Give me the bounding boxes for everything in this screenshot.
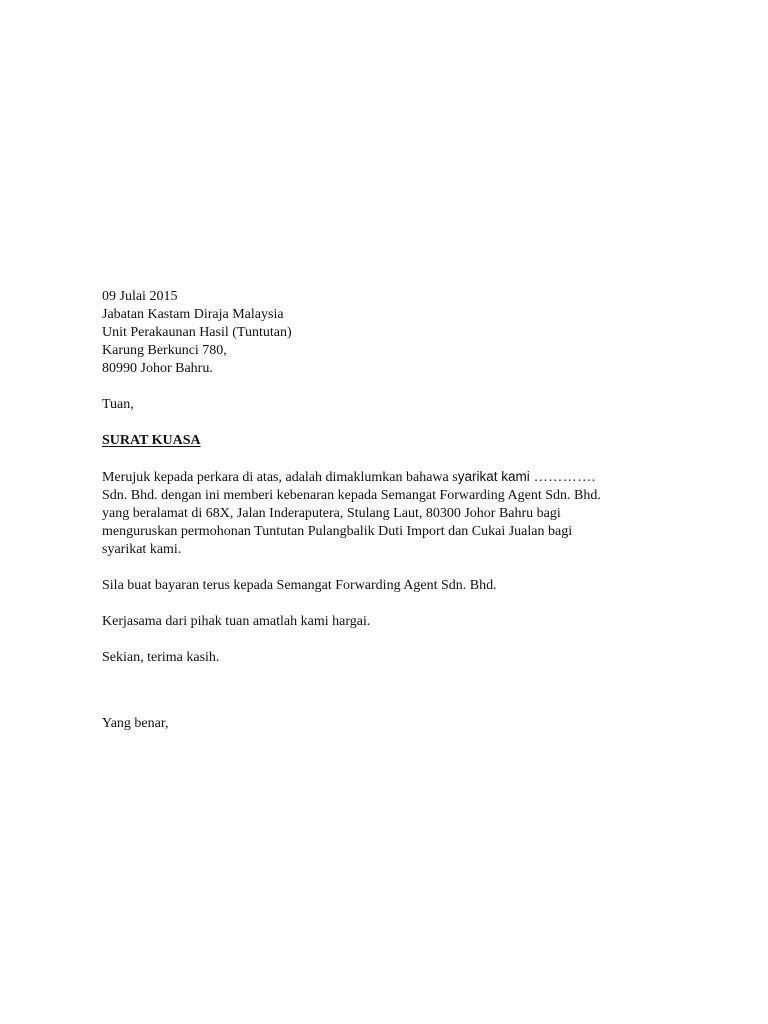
salutation: Tuan, <box>102 397 134 412</box>
paragraph-1-company-phrase: yarikat kami <box>457 469 530 484</box>
spacer <box>102 559 662 577</box>
paragraph-1-line-3: yang beralamat di 68X, Jalan Inderaputera, Stulang Laut, 80300 Johor Bahru bagi <box>102 506 561 521</box>
paragraph-1-line-5: syarikat kami. <box>102 542 182 557</box>
recipient-line-2: Unit Perakaunan Hasil (Tuntutan) <box>102 325 292 340</box>
spacer <box>102 595 662 613</box>
recipient-line-1: Jabatan Kastam Diraja Malaysia <box>102 307 284 322</box>
paragraph-3: Kerjasama dari pihak tuan amatlah kami hargai. <box>102 614 371 629</box>
paragraph-2: Sila buat bayaran terus kepada Semangat Forwarding Agent Sdn. Bhd. <box>102 578 497 593</box>
spacer <box>102 450 662 468</box>
paragraph-1-placeholder-dots: …………. <box>529 470 596 485</box>
paragraph-1-line-2: Sdn. Bhd. dengan ini memberi kebenaran kepada Semangat Forwarding Agent Sdn. Bhd. <box>102 488 601 503</box>
letter-body <box>102 288 662 733</box>
recipient-line-3: Karung Berkunci 780, <box>102 343 227 358</box>
spacer <box>102 414 662 432</box>
spacer <box>102 378 662 396</box>
signoff-line: Yang benar, <box>102 716 169 731</box>
paragraph-1-line-1 <box>102 468 662 487</box>
recipient-line-4: 80990 Johor Bahru. <box>102 361 213 376</box>
letter-date: 09 Julai 2015 <box>102 289 178 304</box>
closing-line: Sekian, terima kasih. <box>102 650 220 665</box>
spacer <box>102 667 662 715</box>
paragraph-1 <box>102 468 662 559</box>
spacer <box>102 631 662 649</box>
letter-subject: SURAT KUASA <box>102 433 201 448</box>
paragraph-1-line-1-start: Merujuk kepada perkara di atas, adalah dimaklumkan bahawa s <box>102 470 458 485</box>
paragraph-1-line-4: menguruskan permohonan Tuntutan Pulangbalik Duti Import dan Cukai Jualan bagi <box>102 524 573 539</box>
